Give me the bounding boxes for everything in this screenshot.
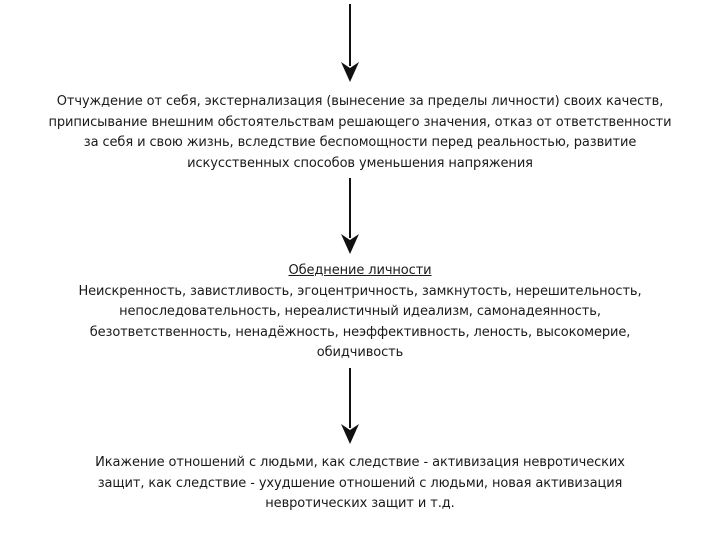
step-text-line: Икажение отношений с людьми, как следствие - активизация невротических [95,455,625,470]
step-text-line: обидчивость [316,345,404,360]
arrow-down-icon [330,368,370,448]
flow-step-distortion [0,453,720,515]
arrow-down-2 [330,178,370,258]
step-text-line: искусственных способов уменьшения напряжения [187,155,533,171]
step-text-line: за себя и свою жизнь, вследствие беспомощности перед реальностью, развитие [83,135,637,150]
step-text-line: безответственность, ненадёжность, неэффективность, леность, высокомерие, [89,324,631,340]
arrow-down-3 [330,368,370,448]
step-text-line: защит, как следствие - ухудшение отношений с людьми, новая активизация [97,475,623,491]
step-text-line: непоследовательность, нереалистичный идеализм, самонадеянность, [119,304,601,319]
step-text-line: невротических защит и т.д. [265,496,455,511]
arrow-down-icon [330,178,370,258]
step-text-line: Отчуждение от себя, экстернализация (вынесение за пределы личности) своих качеств, [56,94,664,109]
step-heading: Обеднение личности [288,263,432,278]
step-text-line: приписывание внешним обстоятельствам решающего значения, отказ от ответственности [48,114,672,130]
arrow-down-1 [330,4,370,84]
flow-step-alienation [0,92,720,174]
arrow-down-icon [330,4,370,84]
step-text-line: Неискренность, завистливость, эгоцентричность, замкнутость, нерешительность, [78,283,642,299]
flow-step-impoverishment [0,261,720,364]
